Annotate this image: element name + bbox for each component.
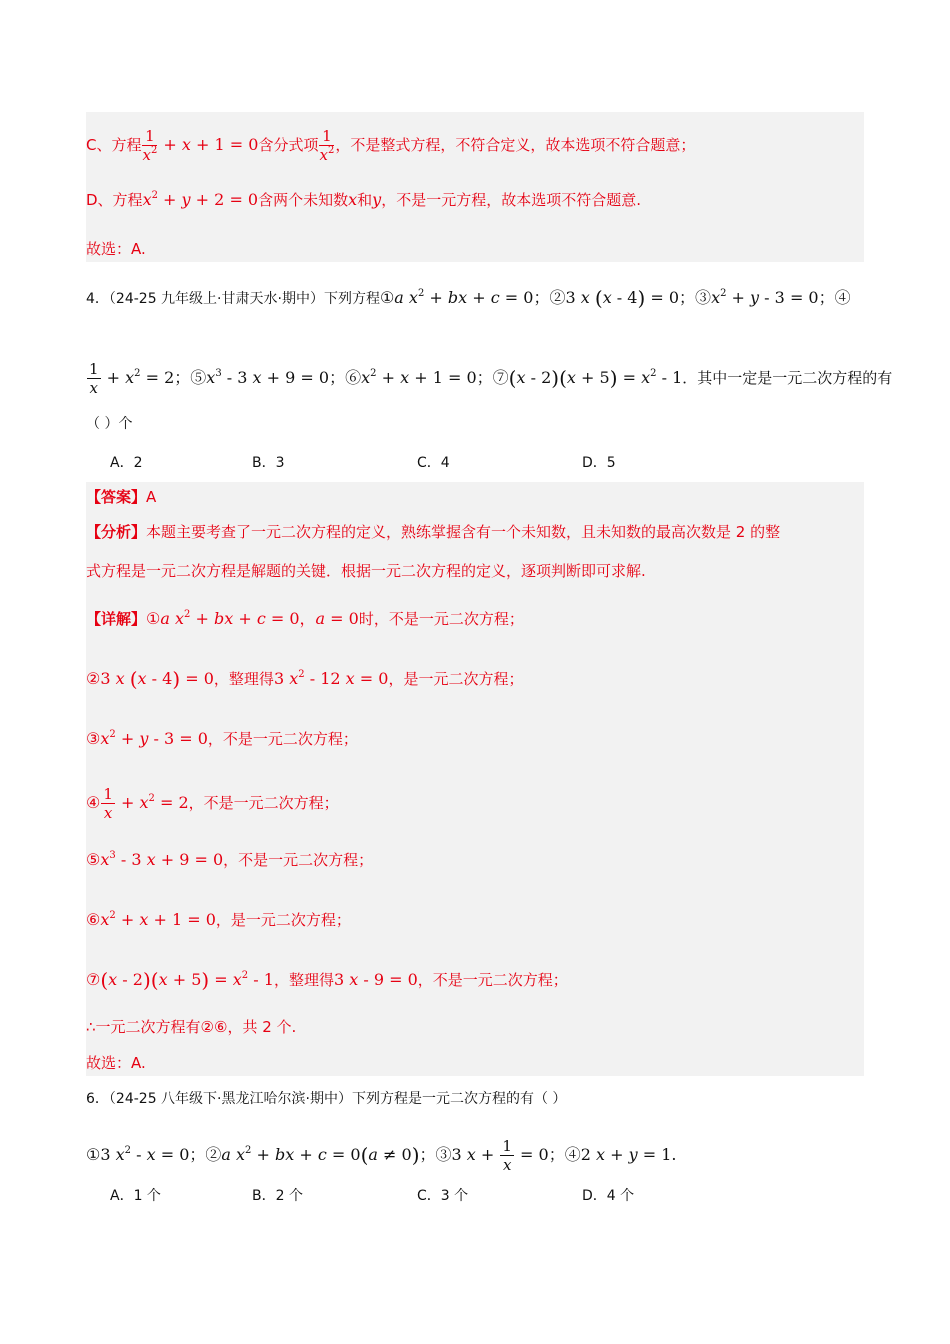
solution-option-c: C、方程 $\frac{1}{x^2}$ + x + 1 = 0含分式项 $\frac{1}{x^2}$ ，不是整式方程，不符合定义，故本选项不符合题意； (86, 127, 696, 164)
question-6-stem: 6．（24-25 八年级下·黑龙江哈尔滨·期中）下列方程是一元二次方程的有（ ） (86, 1091, 567, 1107)
equation: $x^2 + y + 2 = 0$ (142, 190, 259, 209)
question-4-stem: 4．（24-25 九年级上·甘肃天水·期中）下列方程①a $x^2$ + bx + c = 0；②3 x (x - 4) = 0；$③x^2 + y - 3 = 0$；④ (86, 286, 851, 310)
analysis-tag: 【分析】 (86, 523, 147, 541)
equation-1: ①a $x^2$ + bx + c = 0；②3 x (x - 4) = 0；$③x^2 + y - 3 = 0$；④ (379, 286, 851, 310)
detail-step-3: $③x^2 + y - 3 = 0$，不是一元二次方程； (86, 729, 358, 748)
solution-option-d: D、方程$x^2 + y + 2 = 0$含两个未知数x和y，不是一元方程，故本选项不符合题意. (86, 190, 641, 209)
option-b: B．3 (252, 455, 285, 471)
question-4-blank: （ ）个 (86, 416, 133, 432)
detail-step-5: $⑤x^3 - 3$ x + 9 = 0，不是一元二次方程； (86, 850, 374, 869)
equation: $\frac{1}{x^2}$ + x + 1 = 0 (142, 127, 259, 164)
answer-tag: 【答案】 (86, 488, 147, 506)
analysis-line-1: 【分析】本题主要考查了一元二次方程的定义，熟练掌握含有一个未知数，且未知数的最高次数是 2 的整 (86, 523, 781, 541)
option-c: C．4 (417, 455, 450, 471)
fraction-term: $\frac{1}{x^2}$ (319, 127, 335, 164)
question-6-equations (86, 1137, 676, 1174)
solution-answer: 故选：A. (86, 240, 146, 258)
final-answer: 故选：A. (86, 1054, 146, 1072)
detail-step-7: ⑦(x - $2)(x + 5) = x^2 - 1$，整理得3 x - 9 = 0，不是一元二次方程； (86, 968, 568, 992)
analysis-line-2: 式方程是一元二次方程是解题的关键．根据一元二次方程的定义，逐项判断即可求解. (86, 562, 646, 580)
option-a: A．1 个 (110, 1188, 161, 1204)
detail-step-2: ②3 x (x - 4) = 0，整理得3 $x^2 - 12$ x = 0，是一元二次方程； (86, 667, 524, 691)
equation-list: $\frac{1}{x}$ + $x^2 = 2$；$⑤x^3 - 3$ x + 9 = 0；$⑥x^2 + x + 1 = 0$；⑦(x - $2)(x + 5) = x^2 - 1$ (89, 360, 683, 397)
option-b: B．2 个 (252, 1188, 303, 1204)
detail-tag: 【详解】 (86, 610, 147, 628)
equation-list: ①3 $x^2 - x = 0$；②a $x^2$ + bx + c = 0(a ≠ 0)；③3 x + $\frac{1}{x}$ = 0；④2 x + y = 1. (86, 1137, 677, 1174)
answer-line: 【答案】A (86, 488, 157, 506)
detail-step-4: ④ $\frac{1}{x}$ + $x^2 = 2$，不是一元二次方程； (86, 785, 339, 822)
detail-step-6: $⑥x^2 + x + 1 = 0$，是一元二次方程； (86, 910, 351, 929)
question-4-equations: $\frac{1}{x}$ + $x^2 = 2$；$⑤x^3 - 3$ x + 9 = 0；$⑥x^2 + x + 1 = 0$；⑦(x - $2)(x + 5) = x^2 - 1$．其中一定是一元二次方程的有 (86, 360, 892, 397)
detail-step-1: 【详解】①a $x^2$ + bx + c = 0，a = 0时，不是一元二次方程； (86, 609, 524, 628)
option-d: D．5 (582, 455, 616, 471)
option-a: A．2 (110, 455, 143, 471)
option-d: D．4 个 (582, 1188, 635, 1204)
conclusion: ∴一元二次方程有②⑥，共 2 个. (86, 1018, 297, 1036)
option-c: C．3 个 (417, 1188, 469, 1204)
